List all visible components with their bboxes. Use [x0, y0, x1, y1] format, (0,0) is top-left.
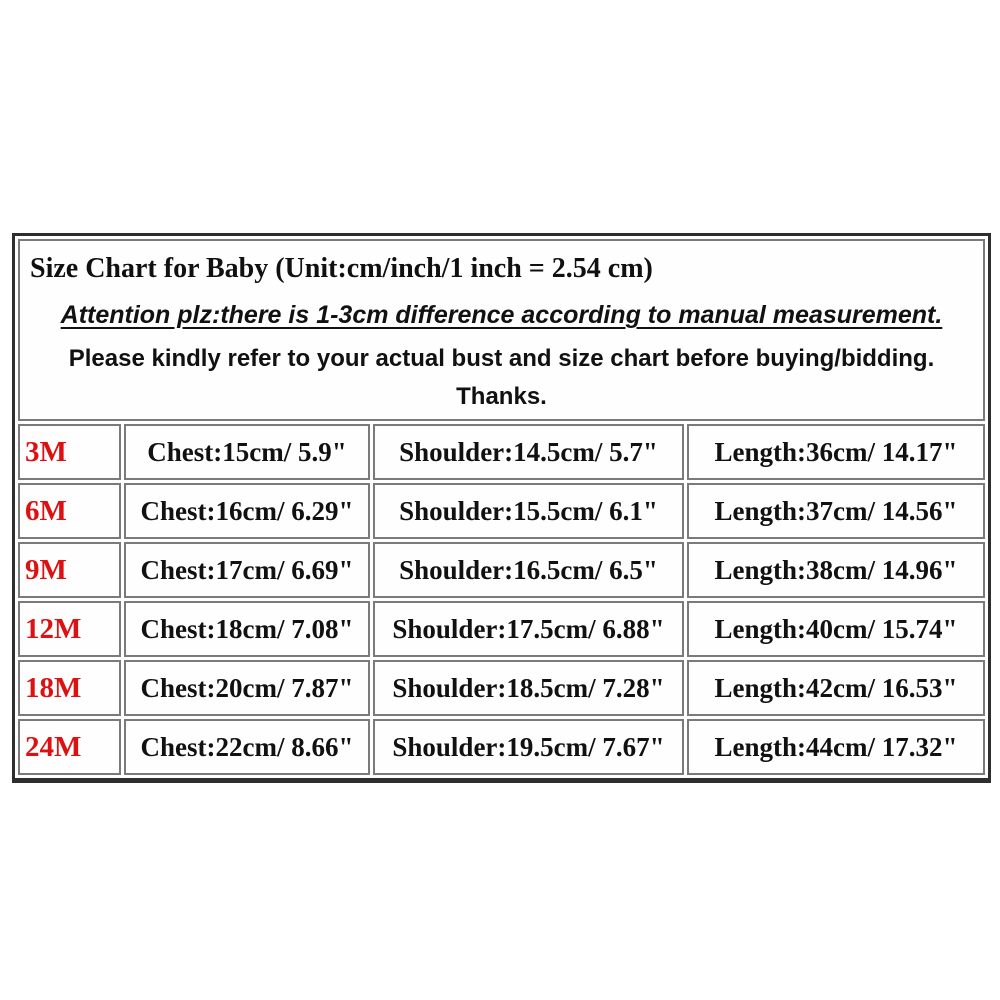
chart-title: Size Chart for Baby (Unit:cm/inch/1 inch = 2.54 cm)	[30, 253, 653, 284]
length-value: Length:38cm/ 14.96"	[687, 542, 985, 598]
length-value: Length:36cm/ 14.17"	[687, 424, 985, 480]
size-label: 9M	[18, 542, 121, 598]
size-chart-container	[12, 233, 991, 783]
chest-value: Chest:17cm/ 6.69"	[124, 542, 370, 598]
chest-value: Chest:18cm/ 7.08"	[124, 601, 370, 657]
shoulder-value: Shoulder:15.5cm/ 6.1"	[373, 483, 684, 539]
chest-value: Chest:15cm/ 5.9"	[124, 424, 370, 480]
table-row-9m	[18, 542, 985, 598]
table-row-24m	[18, 719, 985, 775]
shoulder-value: Shoulder:14.5cm/ 5.7"	[373, 424, 684, 480]
table-row-6m	[18, 483, 985, 539]
table-row-12m	[18, 601, 985, 657]
shoulder-value: Shoulder:17.5cm/ 6.88"	[373, 601, 684, 657]
size-label: 12M	[18, 601, 121, 657]
length-value: Length:42cm/ 16.53"	[687, 660, 985, 716]
length-value: Length:44cm/ 17.32"	[687, 719, 985, 775]
length-value: Length:40cm/ 15.74"	[687, 601, 985, 657]
refer-note: Please kindly refer to your actual bust and size chart before buying/bidding.	[68, 345, 935, 372]
chest-value: Chest:16cm/ 6.29"	[124, 483, 370, 539]
size-label: 18M	[18, 660, 121, 716]
thanks-note: Thanks.	[456, 383, 547, 410]
table-row-18m	[18, 660, 985, 716]
header-row	[18, 239, 985, 421]
size-label: 3M	[18, 424, 121, 480]
length-value: Length:37cm/ 14.56"	[687, 483, 985, 539]
shoulder-value: Shoulder:18.5cm/ 7.28"	[373, 660, 684, 716]
table-row-3m	[18, 424, 985, 480]
shoulder-value: Shoulder:16.5cm/ 6.5"	[373, 542, 684, 598]
attention-note: Attention plz:there is 1-3cm difference according to manual measurement.	[60, 301, 943, 329]
size-label: 6M	[18, 483, 121, 539]
size-label: 24M	[18, 719, 121, 775]
header-cell	[18, 239, 985, 421]
chest-value: Chest:20cm/ 7.87"	[124, 660, 370, 716]
shoulder-value: Shoulder:19.5cm/ 7.67"	[373, 719, 684, 775]
size-chart-table	[12, 233, 991, 783]
chest-value: Chest:22cm/ 8.66"	[124, 719, 370, 775]
